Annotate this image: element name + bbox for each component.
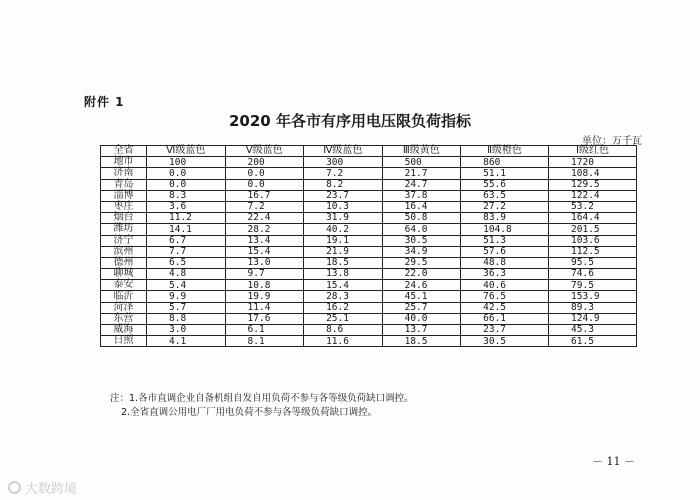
- value-cell: 15.4: [225, 246, 304, 257]
- load-limit-table: [100, 145, 637, 347]
- note-1: 注：1.各市直调企业自备机组自发自用负荷不参与各等级负荷缺口调控。: [110, 393, 414, 404]
- value-cell: 9.7: [225, 269, 304, 280]
- value-cell: 18.5: [382, 336, 461, 347]
- city-cell: 临沂: [101, 291, 147, 302]
- table-row: [101, 325, 637, 336]
- page-number: － 11 －: [592, 455, 635, 468]
- value-cell: 64.0: [382, 224, 461, 235]
- value-cell: 164.4: [549, 213, 637, 224]
- header-cell: 全省: [101, 146, 147, 157]
- value-cell: 37.8: [382, 190, 461, 201]
- value-cell: 122.4: [549, 190, 637, 201]
- value-cell: 500: [382, 157, 461, 168]
- value-cell: 13.7: [382, 325, 461, 336]
- city-cell: 滨州: [101, 246, 147, 257]
- table-row: [101, 168, 637, 179]
- value-cell: 4.8: [147, 269, 226, 280]
- value-cell: 15.4: [304, 280, 383, 291]
- value-cell: 108.4: [549, 168, 637, 179]
- value-cell: 74.6: [549, 269, 637, 280]
- value-cell: 95.5: [549, 257, 637, 268]
- city-cell: 威海: [101, 325, 147, 336]
- value-cell: 1720: [549, 157, 637, 168]
- watermark-logo-icon: [8, 481, 21, 494]
- city-cell: 地市: [101, 157, 147, 168]
- value-cell: 8.3: [147, 190, 226, 201]
- value-cell: 8.1: [225, 336, 304, 347]
- value-cell: 13.0: [225, 257, 304, 268]
- value-cell: 13.8: [304, 269, 383, 280]
- value-cell: 23.7: [461, 325, 549, 336]
- value-cell: 40.0: [382, 313, 461, 324]
- value-cell: 11.4: [225, 302, 304, 313]
- note-2: 2.全省直调公用电厂厂用电负荷不参与各等级负荷缺口调控。: [121, 407, 378, 418]
- city-cell: 聊城: [101, 269, 147, 280]
- value-cell: 200: [225, 157, 304, 168]
- value-cell: 55.6: [461, 179, 549, 190]
- city-cell: 青岛: [101, 179, 147, 190]
- table-body: [101, 157, 637, 347]
- value-cell: 11.2: [147, 213, 226, 224]
- value-cell: 0.0: [147, 168, 226, 179]
- value-cell: 112.5: [549, 246, 637, 257]
- value-cell: 76.5: [461, 291, 549, 302]
- value-cell: 19.1: [304, 235, 383, 246]
- value-cell: 29.5: [382, 257, 461, 268]
- value-cell: 28.3: [304, 291, 383, 302]
- value-cell: 104.8: [461, 224, 549, 235]
- value-cell: 53.2: [549, 201, 637, 212]
- value-cell: 16.2: [304, 302, 383, 313]
- table-row: [101, 157, 637, 168]
- city-cell: 泰安: [101, 280, 147, 291]
- city-cell: 东营: [101, 313, 147, 324]
- watermark: [8, 478, 77, 497]
- unit-label: 单位：万千瓦: [582, 136, 642, 147]
- table-row: [101, 302, 637, 313]
- value-cell: 89.3: [549, 302, 637, 313]
- value-cell: 50.8: [382, 213, 461, 224]
- value-cell: 34.9: [382, 246, 461, 257]
- header-cell: Ⅲ级黄色: [382, 146, 461, 157]
- table-row: [101, 246, 637, 257]
- value-cell: 8.8: [147, 313, 226, 324]
- city-cell: 淄博: [101, 190, 147, 201]
- value-cell: 7.7: [147, 246, 226, 257]
- value-cell: 7.2: [304, 168, 383, 179]
- value-cell: 24.6: [382, 280, 461, 291]
- header-cell: Ⅰ级红色: [549, 146, 637, 157]
- value-cell: 129.5: [549, 179, 637, 190]
- value-cell: 124.9: [549, 313, 637, 324]
- value-cell: 30.5: [461, 336, 549, 347]
- value-cell: 51.1: [461, 168, 549, 179]
- value-cell: 63.5: [461, 190, 549, 201]
- value-cell: 4.1: [147, 336, 226, 347]
- attachment-label: 附件 1: [84, 95, 125, 109]
- value-cell: 8.2: [304, 179, 383, 190]
- value-cell: 23.7: [304, 190, 383, 201]
- table-row: [101, 201, 637, 212]
- value-cell: 25.7: [382, 302, 461, 313]
- value-cell: 51.3: [461, 235, 549, 246]
- value-cell: 31.9: [304, 213, 383, 224]
- table-row: [101, 291, 637, 302]
- value-cell: 40.6: [461, 280, 549, 291]
- value-cell: 18.5: [304, 257, 383, 268]
- value-cell: 42.5: [461, 302, 549, 313]
- value-cell: 30.5: [382, 235, 461, 246]
- value-cell: 860: [461, 157, 549, 168]
- table-row: [101, 313, 637, 324]
- value-cell: 36.3: [461, 269, 549, 280]
- value-cell: 5.4: [147, 280, 226, 291]
- header-cell: Ⅳ级蓝色: [304, 146, 383, 157]
- value-cell: 6.7: [147, 235, 226, 246]
- value-cell: 7.2: [225, 201, 304, 212]
- value-cell: 6.5: [147, 257, 226, 268]
- value-cell: 0.0: [147, 179, 226, 190]
- table-row: [101, 280, 637, 291]
- value-cell: 3.6: [147, 201, 226, 212]
- value-cell: 13.4: [225, 235, 304, 246]
- value-cell: 17.6: [225, 313, 304, 324]
- city-cell: 潍坊: [101, 224, 147, 235]
- value-cell: 300: [304, 157, 383, 168]
- header-cell: Ⅵ级蓝色: [147, 146, 226, 157]
- value-cell: 22.4: [225, 213, 304, 224]
- table-row: [101, 179, 637, 190]
- value-cell: 28.2: [225, 224, 304, 235]
- table-row: [101, 213, 637, 224]
- header-cell: Ⅴ级蓝色: [225, 146, 304, 157]
- notes-section: [110, 392, 414, 420]
- table-row: [101, 269, 637, 280]
- city-cell: 枣庄: [101, 201, 147, 212]
- value-cell: 8.6: [304, 325, 383, 336]
- value-cell: 14.1: [147, 224, 226, 235]
- city-cell: 日照: [101, 336, 147, 347]
- value-cell: 79.5: [549, 280, 637, 291]
- value-cell: 3.0: [147, 325, 226, 336]
- value-cell: 57.6: [461, 246, 549, 257]
- value-cell: 153.9: [549, 291, 637, 302]
- value-cell: 11.6: [304, 336, 383, 347]
- value-cell: 25.1: [304, 313, 383, 324]
- value-cell: 66.1: [461, 313, 549, 324]
- value-cell: 83.9: [461, 213, 549, 224]
- table-row: [101, 235, 637, 246]
- city-cell: 济南: [101, 168, 147, 179]
- table-row: [101, 336, 637, 347]
- value-cell: 0.0: [225, 168, 304, 179]
- value-cell: 27.2: [461, 201, 549, 212]
- watermark-text: 大数跨境: [25, 482, 78, 497]
- value-cell: 45.3: [549, 325, 637, 336]
- city-cell: 德州: [101, 257, 147, 268]
- value-cell: 61.5: [549, 336, 637, 347]
- value-cell: 21.9: [304, 246, 383, 257]
- value-cell: 45.1: [382, 291, 461, 302]
- city-cell: 烟台: [101, 213, 147, 224]
- value-cell: 48.8: [461, 257, 549, 268]
- value-cell: 21.7: [382, 168, 461, 179]
- table-row: [101, 224, 637, 235]
- value-cell: 16.4: [382, 201, 461, 212]
- value-cell: 9.9: [147, 291, 226, 302]
- document-title: 2020 年各市有序用电压限负荷指标: [229, 112, 471, 130]
- table-row: [101, 190, 637, 201]
- value-cell: 6.1: [225, 325, 304, 336]
- city-cell: 济宁: [101, 235, 147, 246]
- table-header-row: [101, 146, 637, 157]
- value-cell: 19.9: [225, 291, 304, 302]
- value-cell: 201.5: [549, 224, 637, 235]
- value-cell: 100: [147, 157, 226, 168]
- value-cell: 103.6: [549, 235, 637, 246]
- value-cell: 24.7: [382, 179, 461, 190]
- value-cell: 0.0: [225, 179, 304, 190]
- value-cell: 10.8: [225, 280, 304, 291]
- value-cell: 10.3: [304, 201, 383, 212]
- value-cell: 22.0: [382, 269, 461, 280]
- city-cell: 菏泽: [101, 302, 147, 313]
- value-cell: 16.7: [225, 190, 304, 201]
- table-row: [101, 257, 637, 268]
- value-cell: 5.7: [147, 302, 226, 313]
- header-cell: Ⅱ级橙色: [461, 146, 549, 157]
- value-cell: 40.2: [304, 224, 383, 235]
